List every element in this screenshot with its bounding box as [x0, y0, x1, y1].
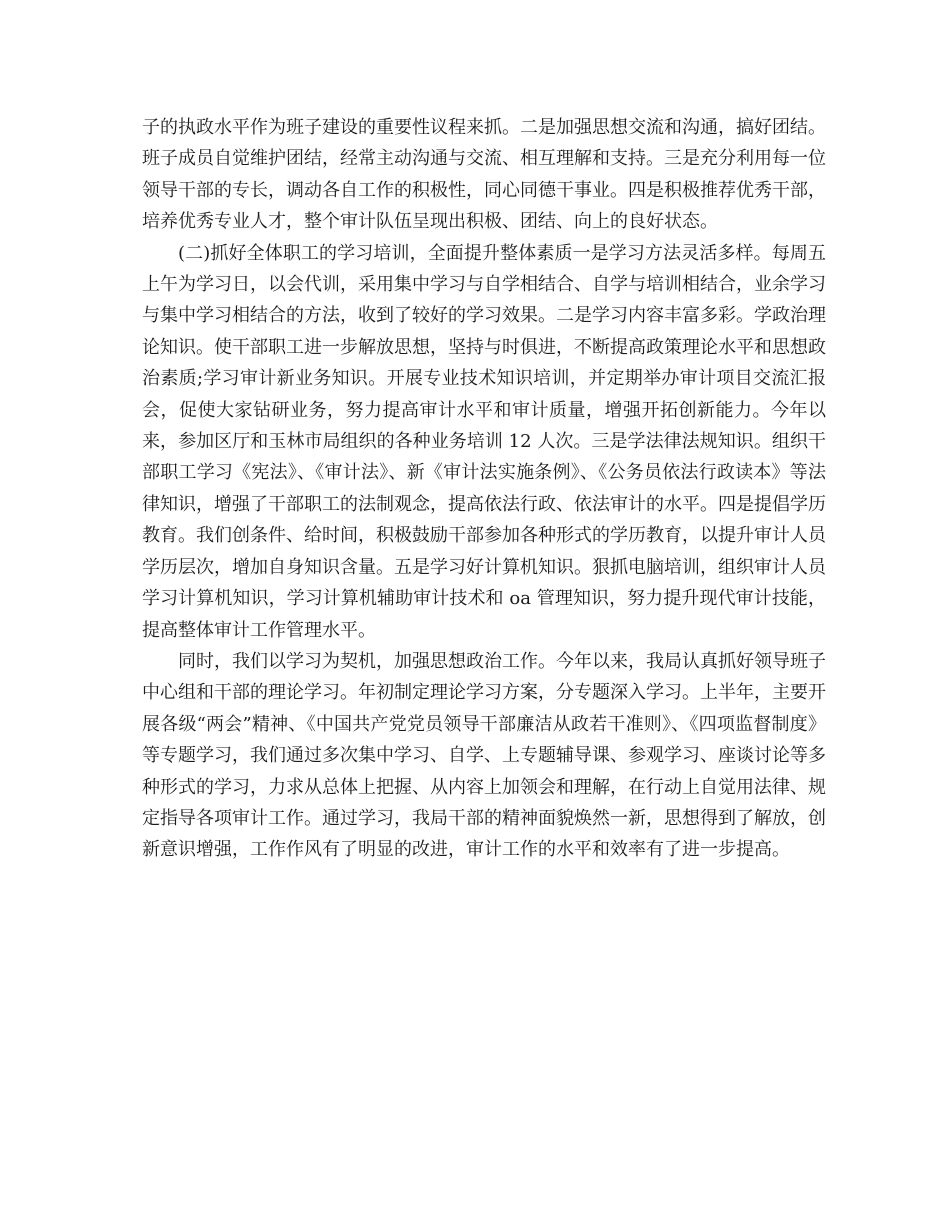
paragraph-political-work: 同时，我们以学习为契机，加强思想政治工作。今年以来，我局认真抓好领导班子中心组和干部的理论学习。年初制定理论学习方案，分专题深入学习。上半年，主要开展各级“两会”精神、《中国共产党党员领导干部廉洁从政若干准则》、《四项监督制度》等专题学习，我们通过多次集中学习、自学、上专题辅导课、参观学习、座谈讨论等多种形式的学习，力求从总体上把握、从内容上加领会和理解，在行动上自觉用法律、规定指导各项审计工作。通过学习，我局干部的精神面貌焕然一新，思想得到了解放，创新意识增强，工作作风有了明显的改进，审计工作的水平和效率有了进一步提高。 [142, 650, 826, 861]
document-body [142, 112, 826, 866]
paragraph-continuation: 子的执政水平作为班子建设的重要性议程来抓。二是加强思想交流和沟通，搞好团结。班子成员自觉维护团结，经常主动沟通与交流、相互理解和支持。三是充分利用每一位领导干部的专长，调动各自工作的积极性，同心同德干事业。四是积极推荐优秀干部，培养优秀专业人才，整个审计队伍呈现出积极、团结、向上的良好状态。 [142, 117, 826, 233]
paragraph-study-training: (二)抓好全体职工的学习培训，全面提升整体素质一是学习方法灵活多样。每周五上午为学习日，以会代训，采用集中学习与自学相结合、自学与培训相结合，业余学习与集中学习相结合的方法，收到了较好的学习效果。二是学习内容丰富多彩。学政治理论知识。使干部职工进一步解放思想，坚持与时俱进，不断提高政策理论水平和思想政治素质;学习审计新业务知识。开展专业技术知识培训，并定期举办审计项目交流汇报会，促使大家钻研业务，努力提高审计水平和审计质量，增强开拓创新能力。今年以来，参加区厅和玉林市局组织的各种业务培训 12 人次。三是学法律法规知识。组织干部职工学习《宪法》、《审计法》、新《审计法实施条例》、《公务员依法行政读本》等法律知识，增强了干部职工的法制观念，提高依法行政、依法审计的水平。四是提倡学历教育。我们创条件、给时间，积极鼓励干部参加各种形式的学历教育，以提升审计人员学历层次，增加自身知识含量。五是学习好计算机知识。狠抓电脑培训，组织审计人员学习计算机知识，学习计算机辅助审计技术和 oa 管理知识，努力提升现代审计技能，提高整体审计工作管理水平。 [142, 242, 826, 641]
